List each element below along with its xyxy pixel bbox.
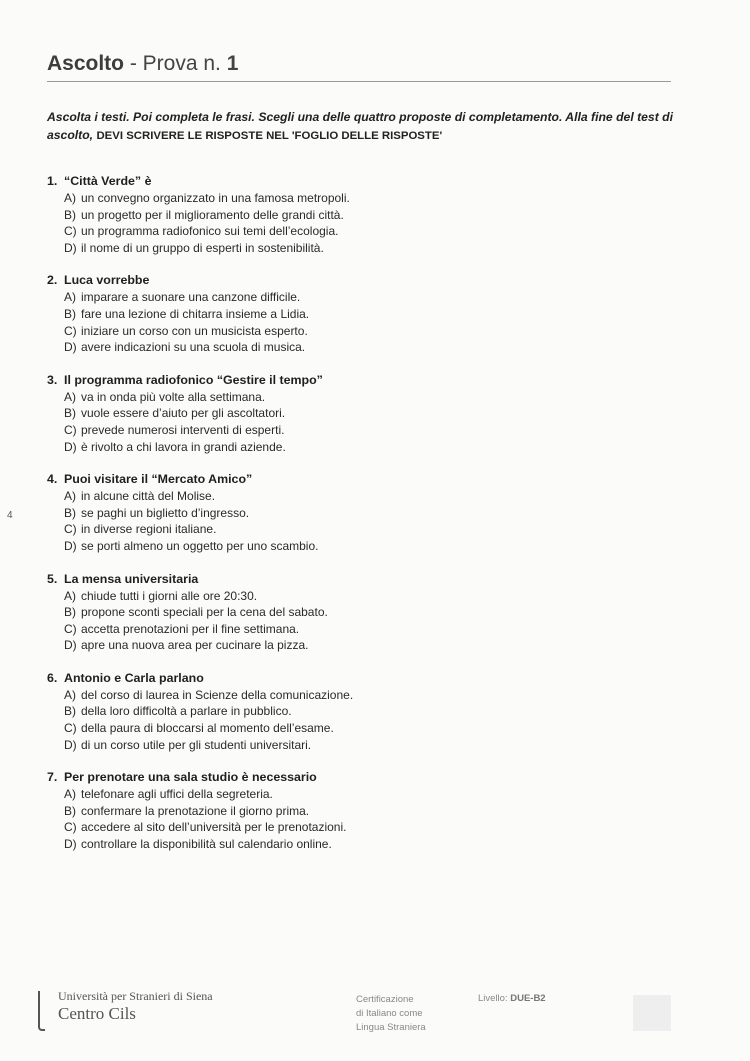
answer-option [64, 819, 687, 836]
option-text: vuole essere d’aiuto per gli ascoltatori. [81, 406, 286, 421]
question-stem [47, 271, 687, 289]
option-list [47, 190, 687, 256]
question-1 [47, 172, 687, 256]
answer-option [64, 737, 687, 754]
question-text: Puoi visitare il “Mercato Amico” [64, 472, 253, 487]
option-letter: B) [64, 406, 76, 421]
answer-option [64, 836, 687, 853]
option-text: imparare a suonare una canzone difficile. [81, 290, 301, 305]
question-stem [47, 669, 687, 687]
question-text: Antonio e Carla parlano [64, 670, 204, 685]
logo-bracket-icon [38, 991, 45, 1031]
option-text: telefonare agli uffici della segreteria. [81, 787, 273, 802]
option-text: della paura di bloccarsi al momento dell’esame. [81, 721, 334, 736]
option-letter: A) [64, 290, 76, 305]
answer-option [64, 786, 687, 803]
option-text: è rivolto a chi lavora in grandi aziende. [81, 439, 286, 454]
option-list [47, 289, 687, 355]
option-text: apre una nuova area per cucinare la pizza. [81, 638, 309, 653]
answer-option [64, 405, 687, 422]
question-number: 7. [47, 770, 58, 785]
question-number: 3. [47, 372, 58, 387]
answer-option [64, 588, 687, 605]
option-letter: A) [64, 191, 76, 205]
answer-option [64, 323, 687, 340]
question-text: “Città Verde” è [64, 174, 152, 188]
question-4 [47, 470, 687, 554]
option-letter: A) [64, 787, 76, 802]
option-text: della loro difficoltà a parlare in pubblico. [81, 704, 292, 719]
question-6 [47, 669, 687, 753]
question-stem [47, 371, 687, 389]
option-text: propone sconti speciali per la cena del sabato. [81, 605, 328, 620]
question-number: 2. [47, 273, 58, 288]
option-letter: D) [64, 737, 77, 752]
option-letter: D) [64, 240, 77, 255]
level-prefix: Livello: [478, 993, 511, 1004]
question-number: 1. [47, 174, 58, 188]
option-text: di un corso utile per gli studenti universitari. [81, 737, 312, 752]
question-text: La mensa universitaria [64, 571, 199, 586]
cert-line: Lingua Straniera [356, 1022, 426, 1033]
question-stem [47, 570, 687, 588]
answer-option [64, 803, 687, 820]
answer-option [64, 505, 687, 522]
cert-line: di Italiano come [356, 1008, 423, 1019]
option-letter: D) [64, 538, 77, 553]
option-letter: D) [64, 340, 77, 355]
answer-option [64, 521, 687, 538]
option-list [47, 786, 687, 852]
option-letter: D) [64, 837, 77, 852]
question-7 [47, 768, 687, 852]
option-letter: A) [64, 588, 76, 603]
option-text: in diverse regioni italiane. [81, 522, 217, 537]
option-letter: B) [64, 803, 76, 818]
option-letter: B) [64, 207, 76, 222]
option-letter: C) [64, 820, 77, 835]
page-title [47, 50, 671, 78]
answer-option [64, 207, 687, 224]
question-stem [47, 172, 687, 190]
option-letter: B) [64, 605, 76, 620]
question-number: 6. [47, 670, 58, 685]
option-text: se paghi un biglietto d’ingresso. [81, 505, 250, 520]
option-letter: A) [64, 389, 76, 404]
option-text: un programma radiofonico sui temi dell’ecologia. [81, 224, 339, 239]
option-letter: C) [64, 323, 77, 338]
header-divider [47, 81, 671, 82]
option-list [47, 488, 687, 554]
question-stem [47, 470, 687, 488]
option-text: accetta prenotazioni per il fine settimana. [81, 621, 300, 636]
option-text: iniziare un corso con un musicista esperto. [81, 323, 308, 338]
title-test: - Prova n. [124, 52, 227, 75]
question-5 [47, 570, 687, 654]
question-stem [47, 768, 687, 786]
option-text: un progetto per il miglioramento delle grandi città. [81, 207, 344, 222]
option-text: prevede numerosi interventi di esperti. [81, 422, 285, 437]
page-header [47, 50, 671, 82]
option-letter: C) [64, 224, 77, 239]
option-text: accedere al sito dell’università per le prenotazioni. [81, 820, 347, 835]
option-text: fare una lezione di chitarra insieme a Lidia. [81, 306, 310, 321]
answer-option [64, 439, 687, 456]
university-name: Università per Stranieri di Siena [58, 989, 213, 1003]
footer-page-box [633, 995, 671, 1031]
question-number: 5. [47, 571, 58, 586]
question-list [47, 172, 687, 868]
answer-option [64, 488, 687, 505]
option-letter: B) [64, 306, 76, 321]
question-2 [47, 271, 687, 355]
option-text: se porti almeno un oggetto per uno scambio. [81, 538, 319, 553]
question-number: 4. [47, 472, 58, 487]
cert-line: Certificazione [356, 994, 414, 1005]
answer-option [64, 240, 687, 257]
option-letter: D) [64, 638, 77, 653]
option-list [47, 687, 687, 753]
question-3 [47, 371, 687, 455]
answer-option [64, 637, 687, 654]
instructions-text: Ascolta i testi. Poi completa le frasi. Scegli una delle quattro proposte di completamento. Alla fine del test di ascolto, [47, 110, 673, 142]
option-letter: B) [64, 704, 76, 719]
answer-option [64, 223, 687, 240]
option-letter: C) [64, 422, 77, 437]
instructions [47, 108, 675, 145]
level-value: DUE-B2 [510, 993, 546, 1004]
title-section: Ascolto [47, 52, 125, 75]
side-page-number: 4 [7, 510, 13, 521]
option-text: confermare la prenotazione il giorno prima. [81, 803, 310, 818]
answer-option [64, 190, 687, 207]
answer-option [64, 422, 687, 439]
option-text: del corso di laurea in Scienze della comunicazione. [81, 687, 354, 702]
answer-option [64, 339, 687, 356]
answer-option [64, 703, 687, 720]
option-text: va in onda più volte alla settimana. [81, 389, 266, 404]
option-letter: C) [64, 721, 77, 736]
answer-option [64, 604, 687, 621]
level-label [478, 993, 546, 1004]
answer-option [64, 306, 687, 323]
answer-option [64, 687, 687, 704]
title-number: 1 [226, 52, 239, 75]
option-letter: B) [64, 505, 76, 520]
option-text: avere indicazioni su una scuola di musica. [81, 340, 306, 355]
option-text: in alcune città del Molise. [81, 489, 216, 504]
question-text: Il programma radiofonico “Gestire il tempo” [64, 372, 323, 387]
answer-option [64, 389, 687, 406]
answer-option [64, 621, 687, 638]
option-text: un convegno organizzato in una famosa metropoli. [81, 191, 350, 205]
option-text: controllare la disponibilità sul calendario online. [81, 837, 332, 852]
option-letter: A) [64, 687, 76, 702]
answer-option [64, 720, 687, 737]
option-letter: C) [64, 621, 77, 636]
option-list [47, 389, 687, 455]
instructions-emphasis: DEVI SCRIVERE LE RISPOSTE NEL 'FOGLIO DELLE RISPOSTE' [96, 130, 443, 142]
centre-name: Centro Cils [58, 1004, 136, 1023]
question-text: Per prenotare una sala studio è necessario [64, 770, 317, 785]
option-text: chiude tutti i giorni alle ore 20:30. [81, 588, 258, 603]
answer-option [64, 538, 687, 555]
option-text: il nome di un gruppo di esperti in sostenibilità. [81, 240, 324, 255]
question-text: Luca vorrebbe [64, 273, 150, 288]
answer-option [64, 289, 687, 306]
option-list [47, 588, 687, 654]
option-letter: D) [64, 439, 77, 454]
option-letter: C) [64, 522, 77, 537]
option-letter: A) [64, 489, 76, 504]
certification-label [356, 993, 426, 1035]
